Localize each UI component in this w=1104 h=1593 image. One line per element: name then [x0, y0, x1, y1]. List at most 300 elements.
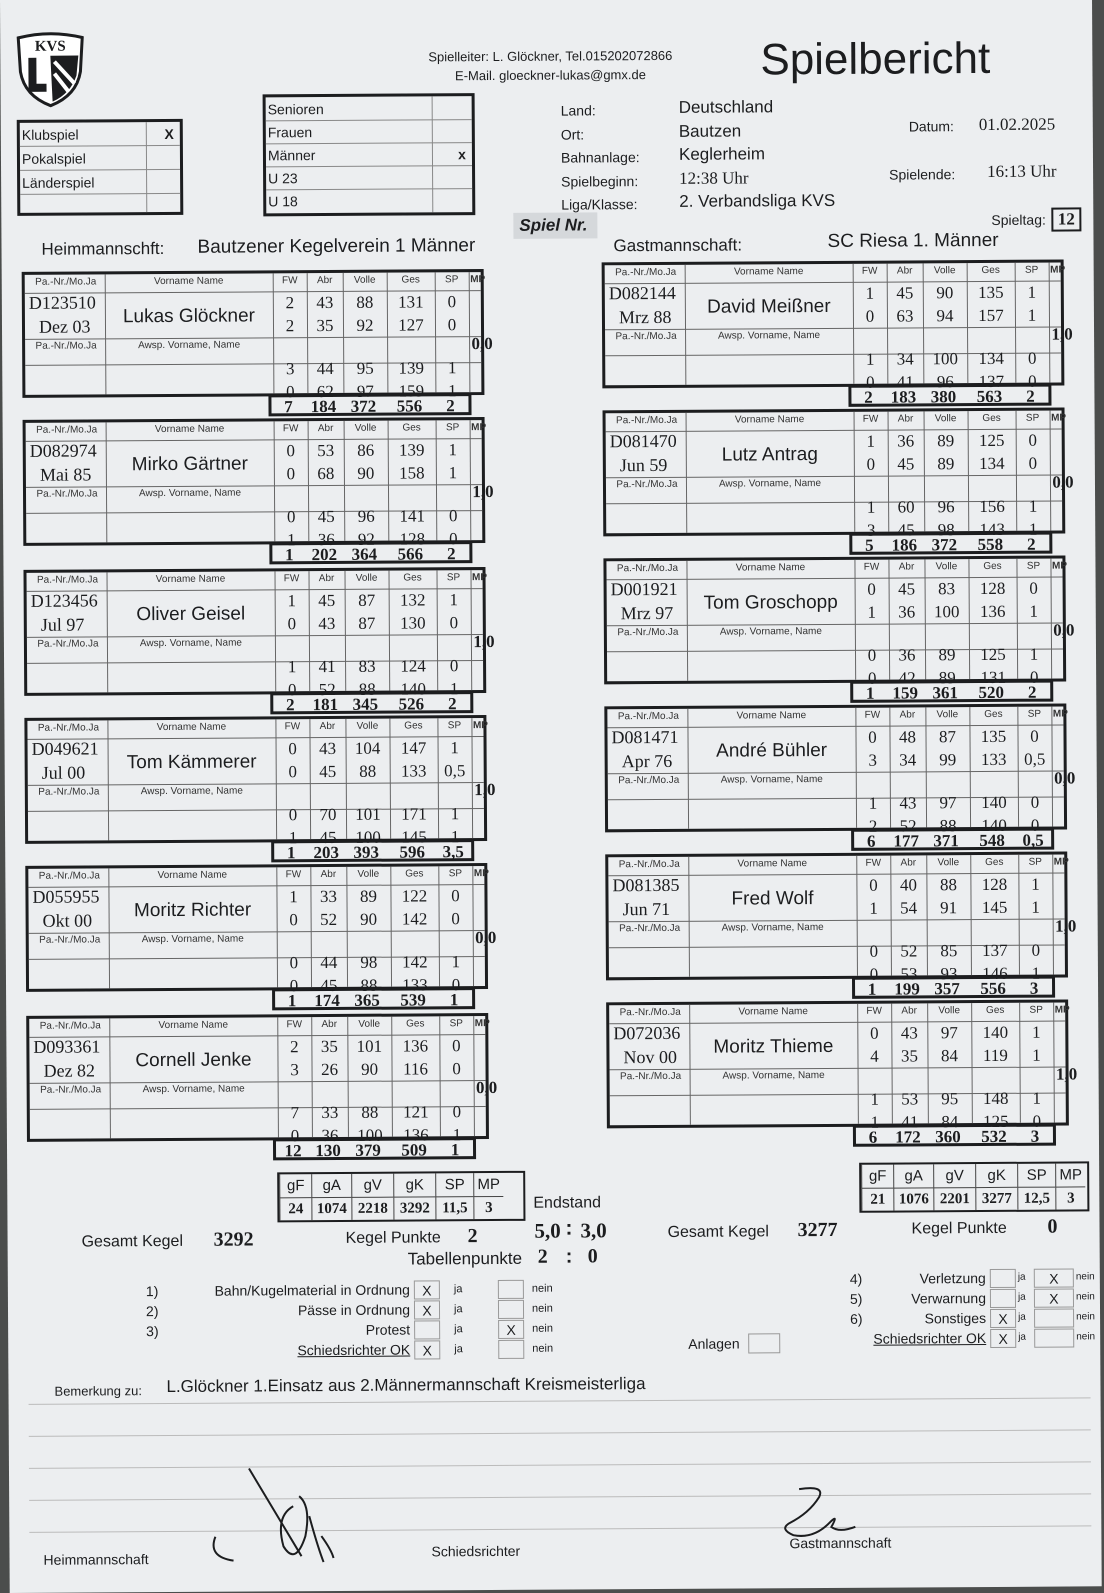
check-label: Verletzung	[919, 1270, 986, 1287]
home-fw-header: FW	[282, 423, 299, 435]
bahn-label: Bahnanlage:	[560, 149, 640, 166]
guest-pass-header: Pa.-Nr./Mo.Ja	[616, 562, 679, 575]
home-ges-header: Ges	[405, 868, 424, 880]
home-score-cell: 142	[402, 952, 428, 972]
check-ja-box: X	[414, 1280, 440, 1299]
home_sums-label: MP	[473, 1173, 503, 1197]
home-total-cell: 372	[350, 396, 377, 416]
home-score-cell: 1	[287, 657, 297, 677]
home-abr-header: Abr	[317, 422, 334, 435]
home-score-cell: 41	[318, 656, 336, 677]
ort-value: Bautzen	[678, 121, 742, 141]
check-nein-label: nein	[531, 1302, 553, 1315]
guest-pass-header-2: Pa.-Nr./Mo.Ja	[617, 626, 679, 639]
check-ja-box: X	[990, 1309, 1016, 1328]
remark-label: Bemerkung zu:	[54, 1383, 142, 1399]
home-name-header: Vorname Name	[153, 275, 224, 288]
home-score-cell: 1	[288, 828, 298, 848]
check-nein-box: X	[498, 1320, 524, 1339]
home-score-cell: 43	[316, 292, 334, 313]
guest-player-birth: Apr 76	[621, 750, 673, 772]
home-score-cell: 86	[357, 440, 375, 460]
guest-total-cell: 2	[864, 387, 873, 407]
guest-player-id: D082144	[608, 282, 676, 304]
home-player-birth: Jul 00	[41, 762, 86, 783]
home-total-row	[268, 393, 471, 416]
home-score-cell: 0	[448, 529, 458, 549]
home-pass-header-2: Pa.-Nr./Mo.Ja	[37, 638, 99, 650]
league-leader-info	[400, 46, 700, 86]
guest-score-cell: 1	[865, 349, 875, 369]
guest-total-cell: 6	[866, 831, 876, 851]
home-score-cell: 159	[398, 381, 425, 401]
guest_sums-value: 12,5	[1017, 1188, 1055, 1210]
kvs-logo	[14, 31, 86, 107]
guest-ges-header: Ges	[984, 708, 1003, 721]
guest-player-name: André Bühler	[716, 739, 828, 762]
guest-pass-header-2: Pa.-Nr./Mo.Ja	[616, 478, 678, 491]
guest-score-cell: 134	[979, 453, 1005, 474]
home_sums-label: gV	[351, 1174, 393, 1198]
home-total-cell: 393	[353, 842, 380, 862]
home-pass-header: Pa.-Nr./Mo.Ja	[35, 276, 97, 288]
referee-signature-label: Schiedsrichter	[431, 1542, 521, 1560]
home-pass-header-2: Pa.-Nr./Mo.Ja	[40, 1084, 102, 1096]
guest-player-mp: 1,0	[1054, 916, 1077, 936]
check-nein-label: nein	[1076, 1311, 1096, 1323]
home-total-cell: 596	[399, 842, 426, 862]
bahn-value: Keglerheim	[678, 144, 766, 164]
guest-score-cell: 135	[980, 726, 1007, 747]
home-score-cell: 89	[359, 886, 378, 906]
home-total-cell: 365	[354, 990, 380, 1010]
home-pass-header-2: Pa.-Nr./Mo.Ja	[39, 934, 101, 946]
guest-player-birth: Jun 59	[619, 454, 668, 476]
guest_sums-label: gK	[975, 1164, 1017, 1188]
home-score-cell: 121	[402, 1102, 429, 1122]
guest-signature-label: Gastmannschaft	[789, 1534, 892, 1552]
home-score-cell: 1	[448, 463, 458, 483]
guest-score-cell: 84	[940, 1046, 959, 1066]
home-awsp-header: Awsp. Vorname, Name	[138, 339, 241, 352]
guest-score-cell: 88	[939, 816, 957, 836]
guest-total-row	[850, 680, 1053, 703]
guest-player-panel	[605, 851, 1077, 984]
guest-score-cell: 100	[933, 602, 960, 622]
home-score-cell: 1	[448, 440, 458, 460]
home-score-cell: 0	[289, 976, 299, 996]
liga-value: 2. Verbandsliga KVS	[679, 190, 836, 211]
home-score-cell: 44	[316, 358, 334, 379]
guest-score-cell: 99	[939, 750, 957, 770]
home-score-cell: 92	[357, 529, 375, 549]
home-score-cell: 0	[288, 739, 297, 759]
home-player-id: D055955	[32, 886, 100, 907]
home-score-cell: 133	[402, 975, 428, 995]
guest_sums-value: 21	[861, 1189, 893, 1211]
check-nein-label: nein	[532, 1342, 554, 1355]
guest-pass-header: Pa.-Nr./Mo.Ja	[618, 858, 680, 871]
datum-value: 01.02.2025	[978, 114, 1056, 135]
guest-awsp-header: Awsp. Vorname, Name	[720, 773, 823, 786]
guest-score-cell: 97	[939, 793, 957, 813]
home-pass-header: Pa.-Nr./Mo.Ja	[39, 1020, 101, 1032]
home-mp-header: MP	[471, 422, 487, 434]
guest-score-cell: 1	[1028, 519, 1038, 539]
guest-score-cell: 36	[898, 602, 916, 622]
guest-total-cell: 3	[1029, 978, 1039, 998]
guest-score-cell: 0	[867, 579, 876, 599]
guest-score-cell: 0	[870, 1023, 879, 1043]
home-player-name: Tom Kämmerer	[126, 751, 257, 774]
guest-mp-header: MP	[1052, 708, 1068, 720]
guest-score-cell: 60	[897, 497, 915, 517]
guest-score-cell: 0	[866, 372, 875, 392]
guest-pass-header: Pa.-Nr./Mo.Ja	[615, 414, 678, 427]
guest-player-id: D001921	[610, 578, 678, 600]
home-mp-header: MP	[473, 868, 489, 880]
home-total-cell: 12	[284, 1141, 302, 1161]
check-nein-box: X	[1034, 1288, 1074, 1307]
home-score-cell: 36	[321, 1125, 339, 1146]
guest-total-cell: 2	[1027, 682, 1037, 702]
home-score-cell: 62	[316, 381, 334, 402]
home-mp-header: MP	[474, 1018, 490, 1030]
ende-value: 16:13 Uhr	[987, 161, 1057, 181]
guest-total-cell: 159	[892, 683, 919, 703]
guest-score-cell: 0	[1030, 726, 1039, 746]
guest-total-cell: 380	[930, 387, 957, 407]
guest-score-cell: 53	[901, 1089, 919, 1109]
home-score-cell: 88	[359, 761, 377, 781]
home-score-cell: 1	[447, 358, 457, 378]
guest-sp-header: SP	[1024, 264, 1039, 276]
home-player-mp: 0,0	[471, 333, 493, 354]
home-score-cell: 83	[358, 656, 376, 676]
guest-total-cell: 563	[976, 386, 1003, 407]
guest-score-cell: 0	[1028, 430, 1038, 450]
guest-fw-header: FW	[866, 1005, 882, 1017]
guest-pass-header: Pa.-Nr./Mo.Ja	[617, 710, 679, 723]
check-label: Bahn/Kugelmaterial in Ordnung	[214, 1281, 410, 1299]
tabellen-separator: :	[565, 1245, 573, 1268]
home-sp-header: SP	[448, 868, 463, 880]
guest-score-cell: 45	[896, 283, 914, 303]
check-nein-box	[498, 1340, 524, 1359]
home-score-cell: 36	[317, 529, 335, 550]
check-nein-label: nein	[1076, 1331, 1096, 1343]
guest-awsp-header: Awsp. Vorname, Name	[719, 625, 822, 638]
home-total-cell: 1	[450, 1140, 460, 1160]
guest-sp-header: SP	[1029, 1004, 1043, 1016]
guest-score-cell: 137	[978, 371, 1005, 392]
endstand-label: Endstand	[533, 1194, 602, 1212]
home-score-cell: 90	[357, 463, 375, 483]
guest-ges-header: Ges	[985, 856, 1004, 868]
guest-total-row	[851, 828, 1054, 851]
home-score-cell: 96	[357, 506, 375, 526]
home-total-cell: 174	[314, 990, 340, 1011]
guest-score-cell: 54	[900, 898, 918, 918]
guest-total-cell: 558	[977, 534, 1004, 555]
guest-volle-header: Volle	[933, 265, 956, 277]
guest-total-row	[849, 532, 1052, 555]
home-score-cell: 53	[317, 440, 335, 461]
guest-sums-grid	[859, 1161, 1089, 1212]
home-score-cell: 0	[287, 614, 297, 634]
guest_sums-value: 2201	[933, 1188, 975, 1210]
guest-score-cell: 85	[940, 941, 958, 961]
guest-score-cell: 0	[1031, 940, 1041, 960]
guest-score-cell: 3	[866, 520, 876, 540]
home-player-panel	[24, 715, 496, 848]
check-ja-box	[990, 1289, 1016, 1308]
guest-fw-header: FW	[861, 265, 878, 277]
guest-abr-header: Abr	[899, 709, 916, 721]
guest-player-id: D081471	[611, 726, 679, 748]
home_sums-label: gK	[393, 1173, 435, 1197]
home-score-cell: 0	[290, 1126, 300, 1146]
guest-total-cell: 6	[868, 1127, 878, 1147]
guest-pass-header-2: Pa.-Nr./Mo.Ja	[618, 774, 680, 787]
guest-score-cell: 1	[1032, 1088, 1042, 1108]
home-score-cell: 139	[398, 440, 425, 460]
spieltag-label: Spieltag:	[991, 211, 1046, 228]
guest-awsp-header: Awsp. Vorname, Name	[718, 477, 822, 490]
check-number: 2)	[145, 1303, 159, 1320]
home-score-cell: 136	[402, 1036, 429, 1056]
guest-player-mp: 0,0	[1052, 472, 1074, 492]
home-total-cell: 539	[400, 990, 426, 1010]
guest-player-name: Tom Groschopp	[703, 591, 838, 614]
guest-score-cell: 128	[981, 874, 1008, 895]
guest-ges-header: Ges	[982, 412, 1001, 425]
guest-awsp-header: Awsp. Vorname, Name	[717, 329, 821, 342]
guest-score-cell: 89	[938, 645, 956, 665]
home-sp-header: SP	[445, 274, 459, 286]
home-score-cell: 0	[288, 805, 298, 825]
home-total-cell: 202	[311, 544, 338, 565]
guest-score-cell: 1	[867, 602, 877, 622]
home-player-birth: Mai 85	[39, 464, 92, 485]
home-score-cell: 87	[358, 590, 376, 610]
home-score-cell: 98	[360, 952, 378, 972]
guest-score-cell: 89	[937, 454, 955, 474]
home-score-cell: 0	[286, 382, 295, 402]
guest-score-cell: 137	[982, 940, 1008, 961]
guest-player-mp: 0,0	[1053, 620, 1075, 640]
spiel-nr-label: Spiel Nr.	[513, 212, 597, 239]
home-player-mp: 0,0	[475, 927, 497, 948]
guest-score-cell: 95	[941, 1089, 959, 1109]
guest-player-mp: 0,0	[1054, 768, 1076, 788]
guest-score-cell: 43	[899, 793, 917, 813]
tabellen-label: Tabellenpunkte	[407, 1248, 523, 1269]
guest-score-cell: 125	[983, 1111, 1009, 1132]
land-value: Deutschland	[678, 97, 774, 117]
endstand-guest: 3,0	[580, 1218, 607, 1243]
guest-player-id: D081385	[612, 874, 680, 896]
home-score-cell: 45	[318, 590, 336, 611]
guest-score-cell: 156	[979, 496, 1005, 517]
guest-score-cell: 128	[979, 578, 1006, 599]
guest-score-cell: 0	[869, 941, 879, 961]
guest-total-cell: 520	[978, 682, 1005, 703]
check-nein-box	[1034, 1308, 1074, 1327]
home-total-cell: 556	[396, 396, 423, 416]
guest-score-cell: 97	[940, 1023, 958, 1043]
home-awsp-header: Awsp. Vorname, Name	[141, 933, 244, 946]
home-score-cell: 45	[320, 975, 338, 996]
home-ges-header: Ges	[402, 422, 421, 434]
guest-score-cell: 41	[896, 372, 914, 392]
home-score-cell: 130	[400, 613, 426, 633]
check-ja-label: ja	[1018, 1311, 1026, 1323]
home-score-cell: 0	[286, 441, 296, 461]
home-sp-header: SP	[445, 422, 460, 434]
home-score-cell: 1	[450, 804, 460, 824]
home_sums-value: 2218	[351, 1198, 393, 1220]
guest-volle-header: Volle	[936, 709, 959, 721]
guest-total-cell: 556	[980, 978, 1006, 999]
guest-mp-header: MP	[1051, 412, 1067, 424]
home-score-cell: 100	[355, 827, 381, 847]
guest-score-cell: 1	[1031, 874, 1040, 894]
home-score-cell: 0	[447, 292, 457, 312]
category-senioren: Senioren	[266, 96, 472, 121]
home-player-name: Moritz Richter	[133, 899, 252, 922]
home-player-birth: Dez 03	[38, 316, 91, 337]
home-signature-label: Heimmannschaft	[43, 1551, 149, 1568]
home-score-cell: 1	[452, 1125, 462, 1145]
home-total-cell: 1	[285, 545, 294, 565]
guest-score-cell: 0	[869, 964, 879, 984]
home-awsp-header: Awsp. Vorname, Name	[139, 637, 243, 650]
guest-score-cell: 42	[898, 668, 916, 688]
check-ja-box	[990, 1269, 1016, 1288]
home-volle-header: Volle	[357, 868, 380, 880]
home-player-name: Cornell Jenke	[135, 1049, 252, 1072]
home_sums-value: 11,5	[435, 1197, 473, 1219]
guest-team-name: SC Riesa 1. Männer	[827, 229, 999, 252]
guest-fw-header: FW	[864, 709, 881, 721]
home-score-cell: 45	[317, 506, 335, 527]
home-gesamt-label: Gesamt Kegel	[81, 1232, 184, 1251]
home-kp-label: Kegel Punkte	[345, 1229, 441, 1247]
home-score-cell: 147	[400, 738, 427, 758]
home-score-cell: 44	[320, 952, 338, 973]
check-ja-label: ja	[454, 1323, 463, 1336]
home-signature	[205, 1466, 346, 1577]
home-score-cell: 122	[401, 886, 428, 906]
home-score-cell: 116	[403, 1059, 429, 1079]
guest-pass-header: Pa.-Nr./Mo.Ja	[615, 266, 677, 279]
home-player-panel	[26, 1013, 498, 1146]
anlagen-box[interactable]	[748, 1333, 780, 1353]
home-name-header: Vorname Name	[155, 573, 226, 586]
guest-score-cell: 36	[897, 431, 915, 451]
guest-player-id: D072036	[613, 1022, 681, 1044]
datum-label: Datum:	[908, 118, 954, 135]
beginn-value: 12:38 Uhr	[679, 168, 749, 188]
guest-total-cell: 357	[934, 979, 960, 999]
home-score-cell: 0	[452, 1059, 461, 1079]
home-score-cell: 33	[319, 886, 338, 907]
guest-score-cell: 148	[982, 1088, 1009, 1109]
home-score-cell: 141	[399, 506, 425, 526]
home-score-cell: 1	[451, 952, 461, 972]
home-score-cell: 1	[289, 887, 298, 907]
guest-score-cell: 1	[870, 1089, 880, 1109]
guest-awsp-header: Awsp. Vorname, Name	[721, 921, 824, 934]
endstand-separator: :	[565, 1216, 573, 1240]
home_sums-value: 3292	[393, 1197, 435, 1219]
guest-awsp-header: Awsp. Vorname, Name	[722, 1069, 825, 1082]
home_sums-value: 1074	[311, 1198, 351, 1220]
guest-score-cell: 40	[899, 875, 917, 895]
category-box	[263, 93, 476, 216]
guest-score-cell: 1	[1032, 1022, 1041, 1042]
home-abr-header: Abr	[319, 720, 336, 733]
home-player-name: Lukas Glöckner	[122, 305, 255, 328]
home-fw-header: FW	[285, 869, 302, 881]
guest-score-cell: 1	[1031, 897, 1040, 917]
guest-total-row	[853, 1124, 1056, 1147]
home-score-cell: 90	[360, 909, 378, 929]
home-score-cell: 104	[354, 738, 381, 758]
home-fw-header: FW	[286, 1019, 303, 1031]
guest-score-cell: 157	[978, 305, 1004, 326]
home-score-cell: 0	[451, 886, 460, 906]
check-ja-box: X	[990, 1329, 1016, 1348]
home-score-cell: 0	[289, 953, 299, 973]
home-total-cell: 2	[286, 695, 295, 715]
home-ges-header: Ges	[403, 572, 422, 584]
home-team-name: Bautzener Kegelverein 1 Männer	[197, 235, 476, 258]
game-type-pokal: Pokalspiel	[20, 146, 180, 171]
home-total-cell: 130	[315, 1140, 341, 1161]
check-number: 3)	[146, 1323, 159, 1340]
guest-abr-header: Abr	[897, 413, 914, 425]
check-ja-box: X	[414, 1300, 440, 1319]
check-number: 1)	[145, 1283, 159, 1300]
guest_sums-label: SP	[1017, 1164, 1055, 1188]
guest-score-cell: 93	[940, 964, 958, 984]
guest-score-cell: 0	[868, 727, 877, 747]
home-volle-header: Volle	[355, 572, 378, 584]
home_sums-label: gF	[279, 1174, 311, 1198]
guest-gesamt-label: Gesamt Kegel	[667, 1223, 769, 1241]
guest-score-cell: 1	[866, 431, 876, 451]
guest-score-cell: 1	[1029, 601, 1039, 621]
guest-score-cell: 100	[932, 349, 959, 369]
home-score-cell: 33	[321, 1102, 339, 1123]
guest-score-cell: 43	[900, 1023, 918, 1043]
guest-score-cell: 0	[1032, 1111, 1042, 1131]
home-player-id: D082974	[29, 440, 97, 461]
check-label: Schiedsrichter OK	[297, 1341, 411, 1359]
check-ja-label: ja	[1018, 1331, 1027, 1343]
guest-score-cell: 63	[896, 306, 914, 326]
guest-score-cell: 140	[982, 1022, 1009, 1043]
home-score-cell: 0	[451, 975, 461, 995]
check-label: Verwarnung	[911, 1290, 986, 1307]
guest-total-cell: 1	[865, 683, 875, 703]
guest-score-cell: 45	[897, 454, 915, 474]
beginn-label: Spielbeginn:	[561, 173, 639, 190]
home-score-cell: 142	[401, 909, 428, 929]
guest-player-panel	[606, 999, 1078, 1132]
